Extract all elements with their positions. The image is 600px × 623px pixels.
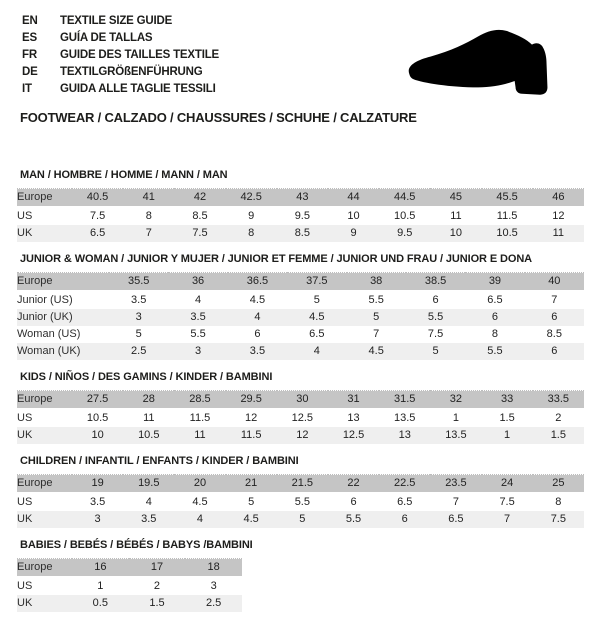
size-value: 9 bbox=[328, 225, 379, 242]
size-table-section-junior-woman bbox=[17, 253, 584, 360]
row-label: Junior (UK) bbox=[17, 309, 109, 326]
size-value: 5 bbox=[313, 294, 320, 306]
language-label: GUIDA ALLE TAGLIE TESSILI bbox=[60, 82, 216, 95]
row-label: Europe bbox=[17, 391, 72, 410]
language-code: FR bbox=[22, 48, 37, 61]
table-row bbox=[17, 291, 584, 309]
language-row bbox=[22, 46, 219, 63]
size-value: 22.5 bbox=[379, 475, 430, 494]
row-label: US bbox=[17, 496, 33, 508]
size-table-kids bbox=[17, 390, 584, 444]
size-value: 8.5 bbox=[192, 210, 208, 222]
size-value: 43 bbox=[277, 189, 328, 208]
size-value: 17 bbox=[129, 559, 186, 578]
table-row bbox=[17, 391, 584, 410]
size-value: 4 bbox=[174, 511, 225, 528]
size-value: 22 bbox=[328, 475, 379, 494]
size-value: 2.5 bbox=[185, 595, 242, 612]
size-value: 10.5 bbox=[86, 412, 109, 424]
size-value: 12 bbox=[277, 427, 328, 444]
size-value: 5.5 bbox=[328, 511, 379, 528]
size-value: 7.5 bbox=[499, 496, 515, 508]
size-value: 3 bbox=[109, 309, 168, 326]
size-value: 5.5 bbox=[368, 294, 384, 306]
size-value: 6 bbox=[432, 294, 439, 306]
table-row bbox=[17, 273, 584, 292]
size-value: 4.5 bbox=[226, 511, 277, 528]
size-value: 37.5 bbox=[287, 273, 346, 292]
size-value: 3.5 bbox=[123, 511, 174, 528]
size-value: 11 bbox=[450, 210, 462, 222]
table-title: MAN / HOMBRE / HOMME / MANN / MAN bbox=[20, 169, 228, 181]
size-value: 8.5 bbox=[277, 225, 328, 242]
size-value: 28.5 bbox=[174, 391, 225, 410]
size-value: 7 bbox=[452, 496, 459, 508]
table-row bbox=[17, 207, 584, 225]
size-value: 5 bbox=[277, 511, 328, 528]
size-value: 3 bbox=[168, 343, 227, 360]
language-label: TEXTILGRÖßENFÜHRUNG bbox=[60, 65, 203, 78]
category-line: FOOTWEAR / CALZADO / CHAUSSURES / SCHUHE / CALZATURE bbox=[20, 110, 417, 125]
table-row bbox=[17, 326, 584, 343]
size-value: 5.5 bbox=[465, 343, 524, 360]
size-value: 2 bbox=[153, 580, 161, 592]
table-row bbox=[17, 475, 584, 494]
size-value: 33.5 bbox=[533, 391, 584, 410]
size-table-section-kids bbox=[17, 371, 584, 444]
size-value: 24 bbox=[482, 475, 533, 494]
size-value: 10 bbox=[430, 225, 481, 242]
table-row bbox=[17, 511, 584, 528]
size-table-children bbox=[17, 474, 584, 528]
size-value: 7.5 bbox=[427, 328, 444, 340]
table-title: CHILDREN / INFANTIL / ENFANTS / KINDER / BAMBINI bbox=[20, 455, 299, 467]
size-value: 9.5 bbox=[379, 225, 430, 242]
language-row bbox=[22, 80, 219, 97]
size-value: 4 bbox=[145, 496, 152, 508]
size-value: 12 bbox=[245, 412, 258, 424]
size-value: 12.5 bbox=[328, 427, 379, 444]
size-value: 3.5 bbox=[228, 343, 287, 360]
size-value: 6 bbox=[525, 343, 584, 360]
row-label: Europe bbox=[17, 189, 72, 208]
language-list bbox=[22, 12, 219, 97]
size-value: 7 bbox=[373, 328, 380, 340]
size-value: 33 bbox=[482, 391, 533, 410]
table-row bbox=[17, 225, 584, 242]
size-value: 42 bbox=[174, 189, 225, 208]
table-title: JUNIOR & WOMAN / JUNIOR Y MUJER / JUNIOR ET FEMME / JUNIOR UND FRAU / JUNIOR E DONA bbox=[20, 253, 533, 265]
row-label: Europe bbox=[17, 559, 72, 578]
table-row bbox=[17, 409, 584, 427]
table-row bbox=[17, 189, 584, 208]
table-row bbox=[17, 427, 584, 444]
size-value: 10 bbox=[347, 210, 360, 222]
size-value: 23.5 bbox=[430, 475, 481, 494]
size-value: 12.5 bbox=[291, 412, 314, 424]
size-value: 2.5 bbox=[109, 343, 168, 360]
language-code: DE bbox=[22, 65, 38, 78]
size-value: 39 bbox=[465, 273, 524, 292]
size-value: 5 bbox=[248, 496, 255, 508]
table-title: BABIES / BEBÉS / BÉBÉS / BABYS /BAMBINI bbox=[20, 539, 253, 551]
size-value: 7 bbox=[482, 511, 533, 528]
size-value: 8 bbox=[226, 225, 277, 242]
size-value: 7.5 bbox=[174, 225, 225, 242]
table-row bbox=[17, 309, 584, 326]
size-value: 11.5 bbox=[496, 210, 518, 222]
size-value: 27.5 bbox=[72, 391, 123, 410]
row-label: US bbox=[17, 210, 33, 222]
language-code: ES bbox=[22, 31, 37, 44]
row-label: US bbox=[17, 580, 33, 592]
size-value: 16 bbox=[72, 559, 129, 578]
size-value: 4 bbox=[287, 343, 346, 360]
size-value: 10 bbox=[72, 427, 123, 444]
size-value: 10.5 bbox=[123, 427, 174, 444]
size-value: 40 bbox=[525, 273, 584, 292]
size-value: 0.5 bbox=[72, 595, 129, 612]
size-value: 6 bbox=[379, 511, 430, 528]
size-value: 44 bbox=[328, 189, 379, 208]
size-value: 6.5 bbox=[72, 225, 123, 242]
size-value: 1.5 bbox=[499, 412, 515, 424]
size-value: 29.5 bbox=[226, 391, 277, 410]
size-value: 8.5 bbox=[546, 328, 562, 340]
size-value: 46 bbox=[533, 189, 584, 208]
size-table-section-man bbox=[17, 169, 584, 242]
size-value: 9 bbox=[248, 210, 255, 222]
row-label: US bbox=[17, 412, 33, 424]
size-value: 11.5 bbox=[226, 427, 277, 444]
size-value: 45 bbox=[430, 189, 481, 208]
size-value: 38.5 bbox=[406, 273, 465, 292]
table-title: KIDS / NIÑOS / DES GAMINS / KINDER / BAMBINI bbox=[20, 371, 273, 383]
size-value: 5.5 bbox=[294, 496, 310, 508]
size-value: 6 bbox=[465, 309, 524, 326]
size-value: 13 bbox=[379, 427, 430, 444]
size-value: 7 bbox=[551, 294, 558, 306]
row-label: UK bbox=[17, 427, 72, 444]
dress-shoe-icon bbox=[393, 20, 578, 102]
size-value: 31.5 bbox=[379, 391, 430, 410]
row-label: Woman (UK) bbox=[17, 343, 109, 360]
size-value: 20 bbox=[174, 475, 225, 494]
size-value: 31 bbox=[328, 391, 379, 410]
size-value: 18 bbox=[185, 559, 242, 578]
size-value: 2 bbox=[555, 412, 562, 424]
size-value: 21 bbox=[226, 475, 277, 494]
row-label: UK bbox=[17, 511, 72, 528]
size-value: 3.5 bbox=[168, 309, 227, 326]
size-value: 7.5 bbox=[89, 210, 106, 222]
size-value: 13.5 bbox=[430, 427, 481, 444]
size-value: 36 bbox=[168, 273, 227, 292]
size-table-section-children bbox=[17, 455, 584, 528]
size-value: 6.5 bbox=[309, 328, 325, 340]
size-value: 1 bbox=[452, 412, 459, 424]
size-value: 36.5 bbox=[228, 273, 287, 292]
size-value: 5 bbox=[135, 328, 142, 340]
size-value: 7 bbox=[123, 225, 174, 242]
size-value: 3 bbox=[72, 511, 123, 528]
row-label: Woman (US) bbox=[17, 328, 81, 340]
size-value: 38 bbox=[347, 273, 406, 292]
language-label: TEXTILE SIZE GUIDE bbox=[60, 14, 173, 27]
size-value: 11 bbox=[143, 412, 155, 424]
size-value: 4.5 bbox=[347, 343, 406, 360]
size-value: 5 bbox=[347, 309, 406, 326]
size-value: 8 bbox=[145, 210, 152, 222]
size-value: 1 bbox=[97, 580, 104, 592]
size-value: 13 bbox=[347, 412, 360, 424]
size-value: 11 bbox=[533, 225, 584, 242]
size-value: 5 bbox=[406, 343, 465, 360]
size-table-section-babies bbox=[17, 539, 584, 612]
size-value: 28 bbox=[123, 391, 174, 410]
size-value: 5.5 bbox=[406, 309, 465, 326]
language-row bbox=[22, 63, 219, 80]
size-value: 8 bbox=[555, 496, 562, 508]
language-code: IT bbox=[22, 82, 32, 95]
size-value: 35.5 bbox=[109, 273, 168, 292]
size-value: 11 bbox=[174, 427, 225, 444]
size-value: 19.5 bbox=[123, 475, 174, 494]
size-value: 4.5 bbox=[287, 309, 346, 326]
table-row bbox=[17, 595, 242, 612]
table-row bbox=[17, 559, 242, 578]
size-value: 1.5 bbox=[129, 595, 186, 612]
size-value: 3 bbox=[210, 580, 217, 592]
row-label: Junior (US) bbox=[17, 294, 73, 306]
size-value: 5.5 bbox=[190, 328, 206, 340]
size-value: 13.5 bbox=[394, 412, 416, 424]
size-value: 6.5 bbox=[397, 496, 413, 508]
language-row bbox=[22, 12, 219, 29]
table-row bbox=[17, 343, 584, 360]
size-value: 4 bbox=[228, 309, 287, 326]
size-value: 3.5 bbox=[131, 294, 147, 306]
size-value: 9.5 bbox=[294, 210, 310, 222]
size-table-babies bbox=[17, 558, 242, 612]
size-value: 10.5 bbox=[482, 225, 533, 242]
row-label: UK bbox=[17, 225, 72, 242]
language-label: GUÍA DE TALLAS bbox=[60, 31, 153, 44]
size-value: 30 bbox=[277, 391, 328, 410]
size-value: 6 bbox=[350, 496, 357, 508]
size-value: 3.5 bbox=[89, 496, 106, 508]
size-value: 10.5 bbox=[394, 210, 416, 222]
table-row bbox=[17, 493, 584, 511]
size-table-junior-woman bbox=[17, 272, 584, 360]
size-value: 12 bbox=[552, 210, 565, 222]
row-label: Europe bbox=[17, 475, 72, 494]
size-tables bbox=[17, 169, 584, 623]
size-value: 40.5 bbox=[72, 189, 123, 208]
size-value: 6.5 bbox=[430, 511, 481, 528]
size-value: 44.5 bbox=[379, 189, 430, 208]
size-value: 42.5 bbox=[226, 189, 277, 208]
size-value: 21.5 bbox=[277, 475, 328, 494]
size-value: 25 bbox=[533, 475, 584, 494]
size-value: 6 bbox=[525, 309, 584, 326]
size-value: 45.5 bbox=[482, 189, 533, 208]
table-row bbox=[17, 577, 242, 595]
size-value: 19 bbox=[72, 475, 123, 494]
language-row bbox=[22, 29, 219, 46]
language-label: GUIDE DES TAILLES TEXTILE bbox=[60, 48, 219, 61]
size-value: 11.5 bbox=[189, 412, 211, 424]
size-value: 41 bbox=[123, 189, 174, 208]
size-value: 6.5 bbox=[487, 294, 503, 306]
shoe-silhouette-path bbox=[409, 30, 548, 95]
size-table-man bbox=[17, 188, 584, 242]
size-value: 4 bbox=[195, 294, 202, 306]
size-value: 4.5 bbox=[192, 496, 208, 508]
size-value: 1.5 bbox=[533, 427, 584, 444]
size-value: 4.5 bbox=[249, 294, 266, 306]
size-value: 6 bbox=[254, 328, 261, 340]
row-label: UK bbox=[17, 595, 72, 612]
row-label: Europe bbox=[17, 273, 109, 292]
size-value: 32 bbox=[430, 391, 481, 410]
size-value: 1 bbox=[482, 427, 533, 444]
size-value: 7.5 bbox=[533, 511, 584, 528]
language-code: EN bbox=[22, 14, 38, 27]
size-value: 8 bbox=[491, 328, 498, 340]
